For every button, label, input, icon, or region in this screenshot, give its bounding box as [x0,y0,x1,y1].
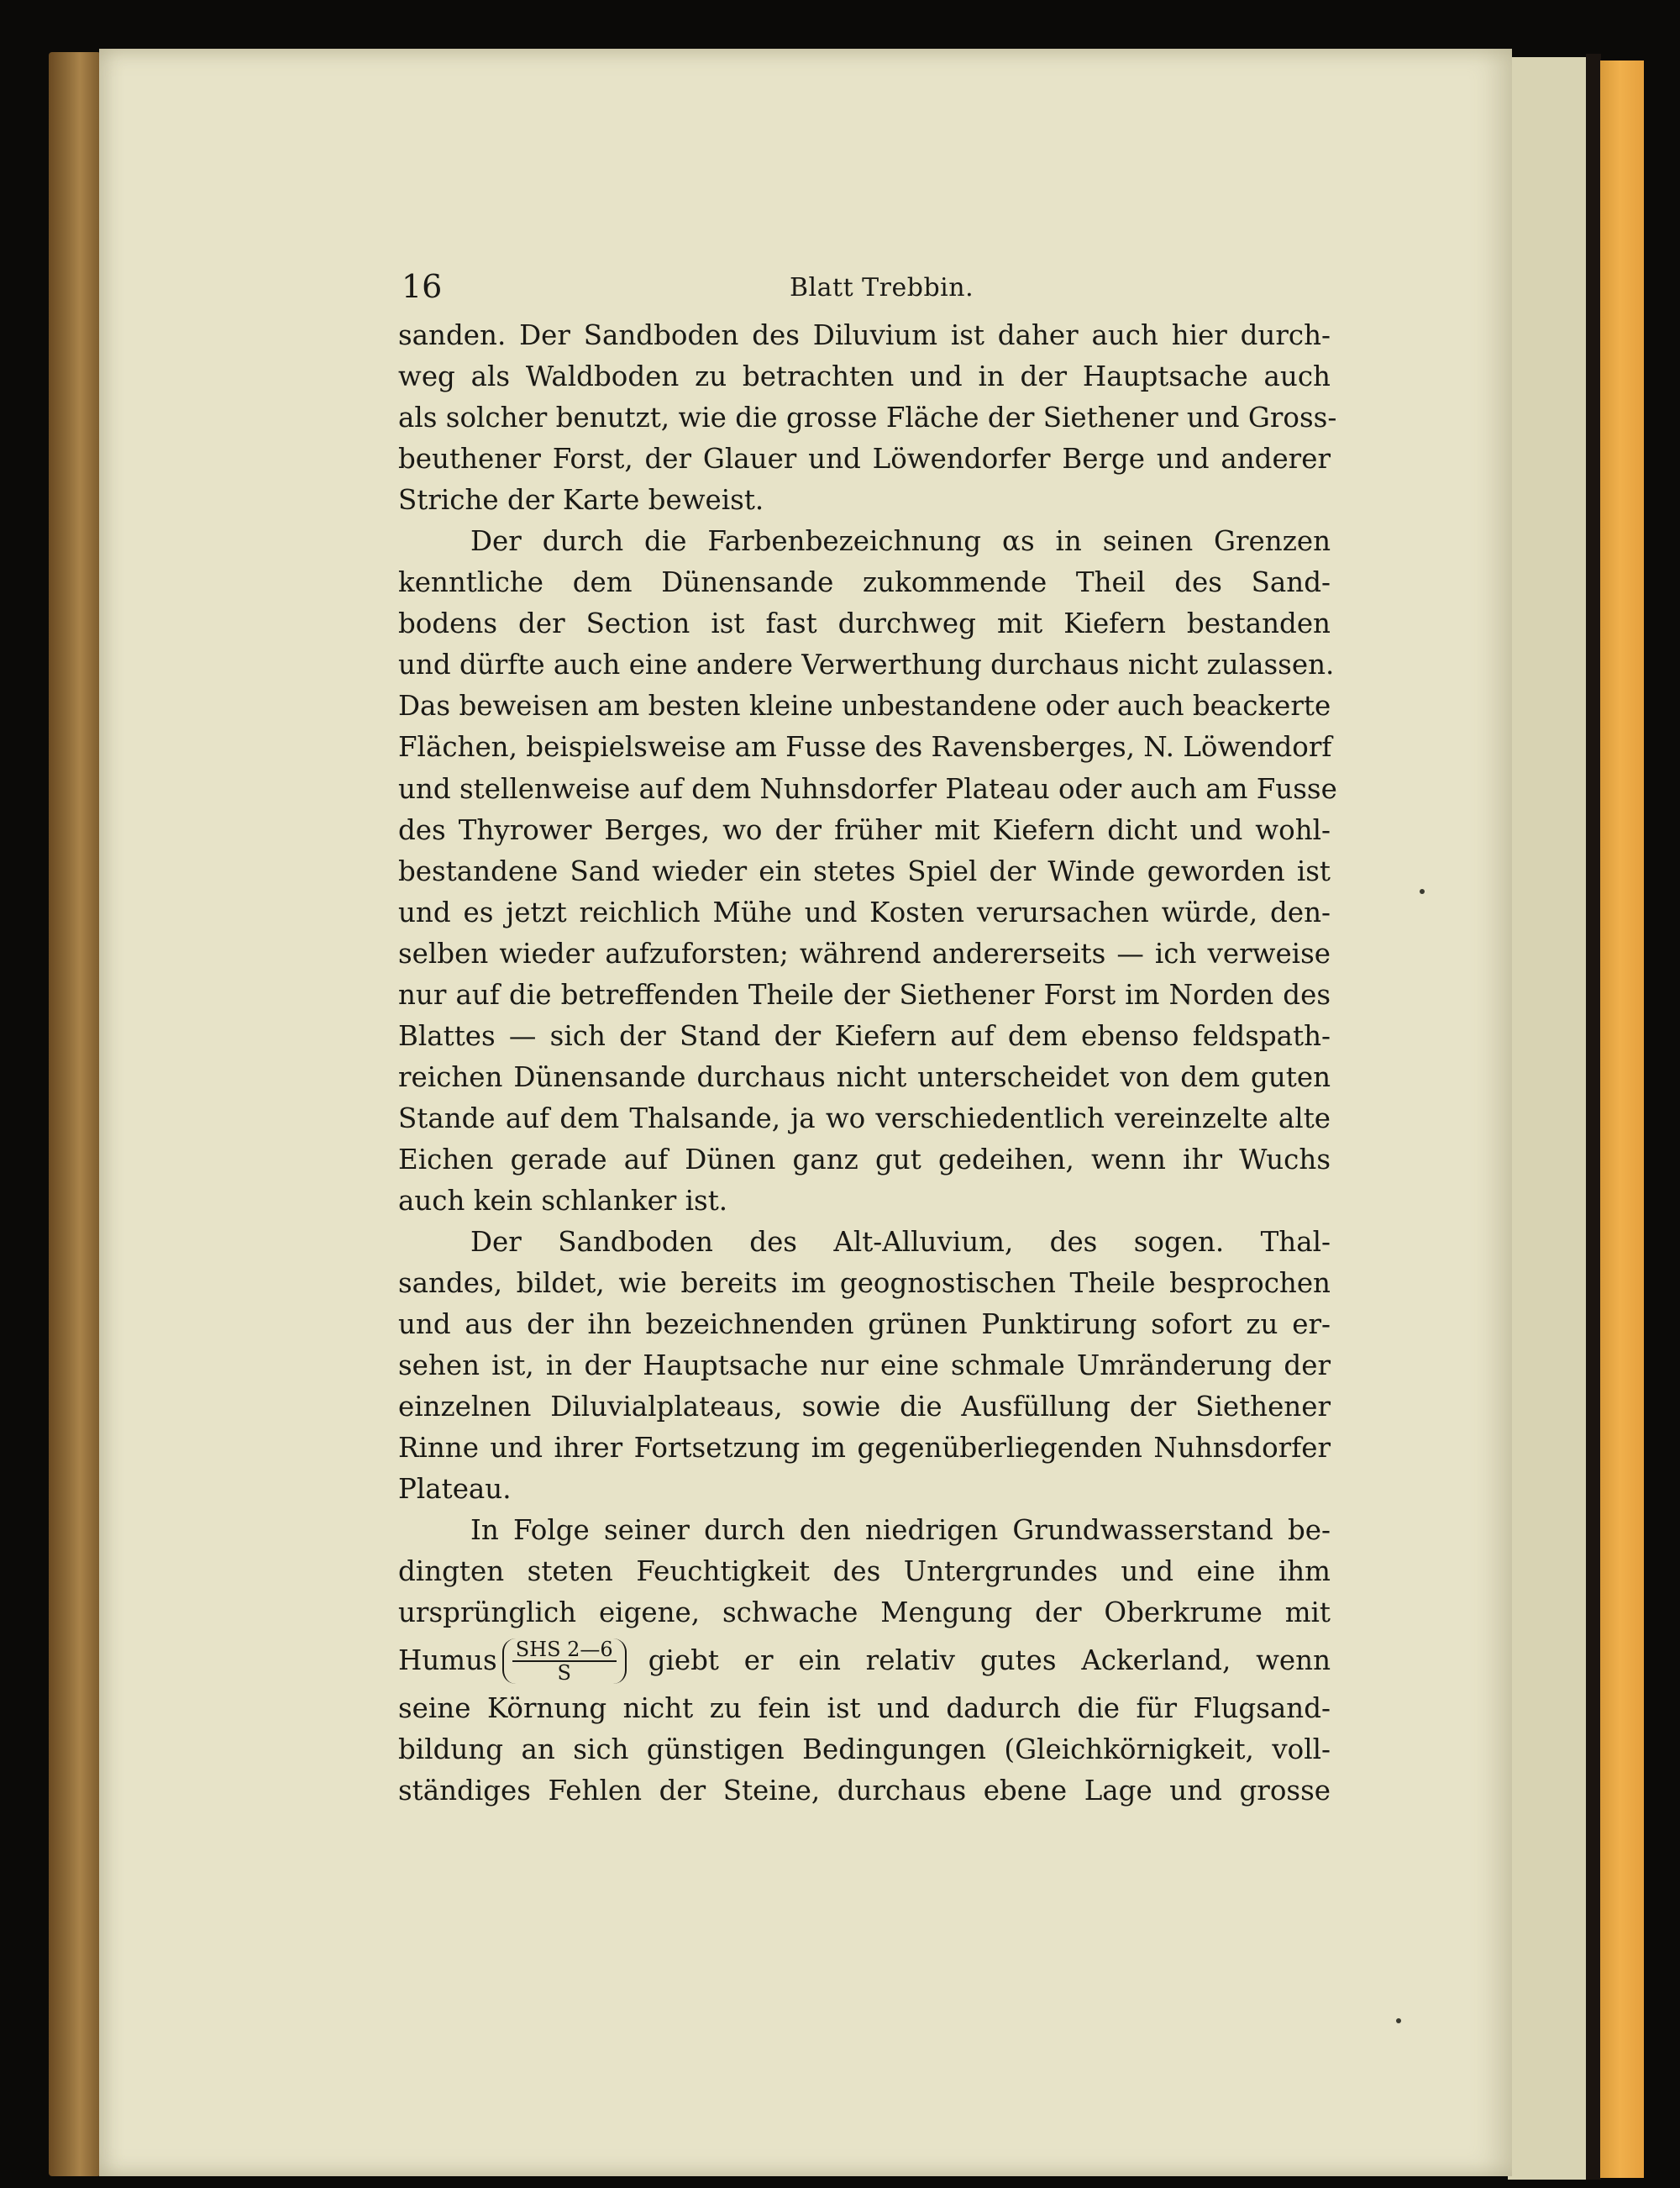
text-line: bildung an sich günstigen Bedingungen (Gleichkörnigkeit, voll- [398,1733,1331,1765]
page-number: 16 [402,268,443,305]
text-line: dingten steten Feuchtigkeit des Untergrundes und eine ihm [398,1555,1331,1588]
text-line: sandes, bildet, wie bereits im geognostischen Theile besprochen [398,1267,1331,1300]
book-spine [49,52,101,2176]
text-line: reichen Dünensande durchaus nicht unterscheidet von dem guten [398,1060,1331,1093]
text-line: kenntliche dem Dünensande zukommende Theil des Sand- [398,566,1331,599]
formula-numerator: SHS 2—6 [512,1638,617,1662]
soil-formula [502,1638,627,1684]
formula-line [398,1634,1331,1688]
running-title: Blatt Trebbin. [790,273,974,302]
text-line: sehen ist, in der Hauptsache nur eine schmale Umränderung der [398,1349,1331,1382]
text-line: beuthener Forst, der Glauer und Löwendorfer Berge und anderer [398,443,1331,476]
text-line: Plateau. [398,1473,512,1506]
text-line: und es jetzt reichlich Mühe und Kosten verursachen würde, den- [398,896,1331,928]
text-line: Rinne und ihrer Fortsetzung im gegenüberliegenden Nuhnsdorfer [398,1432,1331,1465]
text-line: auch kein schlanker ist. [398,1184,728,1217]
text-line: Der durch die Farbenbezeichnung αs in seinen Grenzen [470,525,1331,558]
page-edges [1600,60,1644,2178]
text-line: selben wieder aufzuforsten; während andererseits — ich verweise [398,937,1331,970]
text-line: ursprünglich eigene, schwache Mengung der Oberkrume mit [398,1596,1331,1629]
underlying-page [1508,57,1592,2180]
text-line: bodens der Section ist fast durchweg mit Kiefern bestanden [398,607,1331,640]
text-line: Blattes — sich der Stand der Kiefern auf dem ebenso feldspath- [398,1019,1331,1052]
text-line: und stellenweise auf dem Nuhnsdorfer Plateau oder auch am Fusse [398,772,1337,805]
formula-suffix: giebt er ein relativ gutes Ackerland, wenn [648,1644,1331,1676]
text-line: als solcher benutzt, wie die grosse Fläche der Siethener und Gross- [398,402,1337,434]
text-line: des Thyrower Berges, wo der früher mit Kiefern dicht und wohl- [398,813,1331,846]
paper-speck [1396,2018,1401,2023]
formula-denominator: S [557,1660,571,1685]
formula-prefix: Humus [398,1644,497,1676]
text-line: ständiges Fehlen der Steine, durchaus ebene Lage und grosse [398,1774,1331,1807]
body-text [398,315,1337,1812]
text-line: Stande auf dem Thalsande, ja wo verschiedentlich vereinzelte alte [398,1102,1331,1134]
page-header [402,266,1330,308]
text-line: Das beweisen am besten kleine unbestandene oder auch beackerte [398,690,1331,723]
text-line: seine Körnung nicht zu fein ist und dadurch die für Flugsand- [398,1691,1331,1724]
text-line: und dürfte auch eine andere Verwerthung durchaus nicht zulassen. [398,649,1335,681]
text-line: nur auf die betreffenden Theile der Siethener Forst im Norden des [398,978,1331,1011]
text-line: Der Sandboden des Alt-Alluvium, des sogen. Thal- [470,1226,1331,1259]
text-line: bestandene Sand wieder ein stetes Spiel der Winde geworden ist [398,855,1331,887]
text-line: Eichen gerade auf Dünen ganz gut gedeihen, wenn ihr Wuchs [398,1143,1331,1176]
text-line: In Folge seiner durch den niedrigen Grundwasserstand be- [470,1514,1331,1547]
paper-speck [1420,889,1425,894]
text-line: einzelnen Diluvialplateaus, sowie die Ausfüllung der Siethener [398,1391,1331,1423]
text-line: Flächen, beispielsweise am Fusse des Ravensberges, N. Löwendorf [398,731,1332,764]
page-gap [1586,54,1601,2180]
text-line: sanden. Der Sandboden des Diluvium ist daher auch hier durch- [398,319,1331,351]
text-line: weg als Waldboden zu betrachten und in der Hauptsache auch [398,360,1331,393]
text-line: und aus der ihn bezeichnenden grünen Punktirung sofort zu er- [398,1308,1331,1341]
text-line: Striche der Karte beweist. [398,484,764,517]
